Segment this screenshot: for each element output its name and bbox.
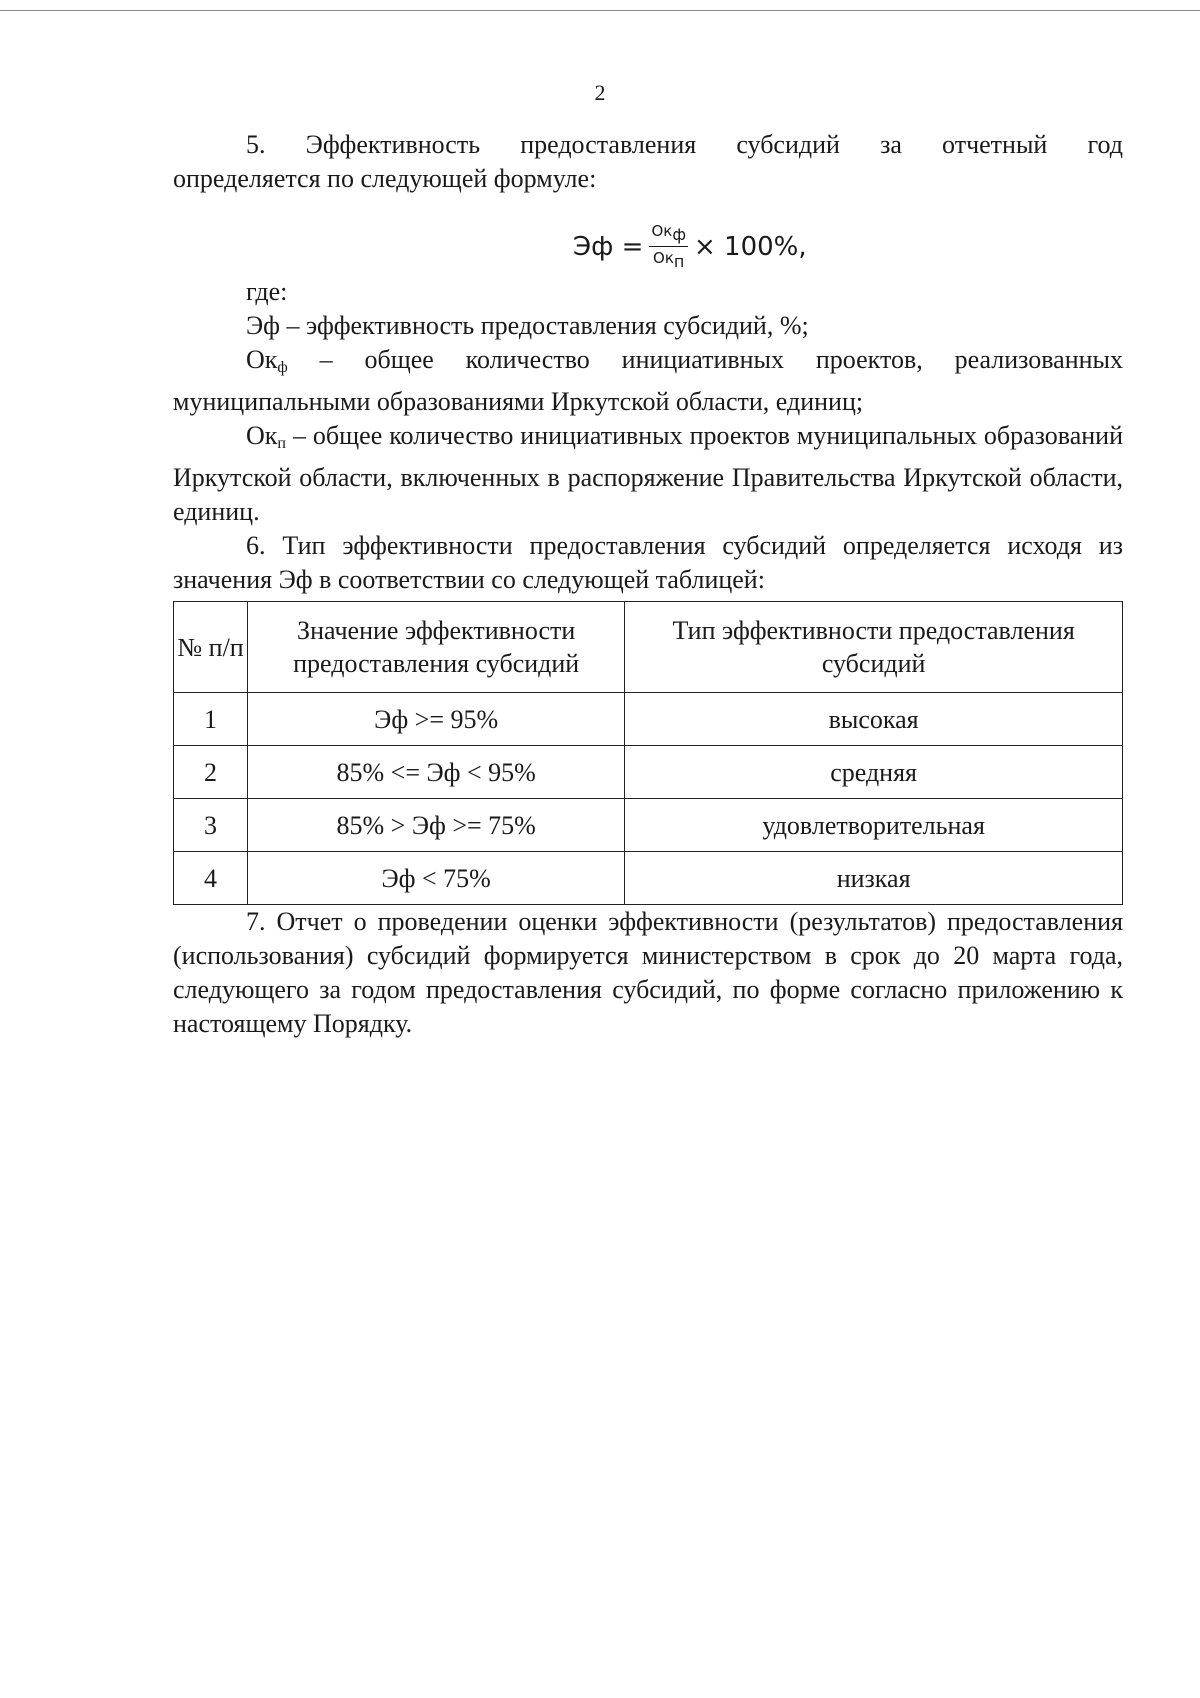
document-body — [173, 128, 1123, 1041]
formula-numerator: Окф — [649, 222, 688, 247]
formula-fraction — [649, 222, 688, 271]
definition-okp: $Ок_п$ – общее количество инициативных проектов муниципальных образований Иркутской области, включенных в распоряжение Правительства Иркутской области, единиц. — [173, 421, 1123, 526]
paragraph-7: 7. Отчет о проведении оценки эффективности (результатов) предоставления (использования) субсидий формируется министерством в срок до 20 марта года, следующего за годом предоставления субсидий, по форме согласно приложению к настоящему Порядку. — [173, 907, 1123, 1038]
scan-edge-line — [0, 10, 1200, 11]
header-type: Тип эффективности предоставления субсидий — [625, 602, 1123, 693]
cell-type: удовлетворительная — [625, 799, 1123, 852]
cell-value: 85% > Эф >= 75% — [248, 799, 625, 852]
header-number: № п/п — [174, 602, 248, 693]
cell-number: 3 — [174, 799, 248, 852]
formula-denominator: Окп — [653, 249, 685, 271]
cell-value: Эф < 75% — [248, 852, 625, 905]
table-row — [174, 693, 1123, 746]
table-header-row — [174, 602, 1123, 693]
cell-number: 2 — [174, 746, 248, 799]
cell-type: средняя — [625, 746, 1123, 799]
cell-number: 4 — [174, 852, 248, 905]
cell-number: 1 — [174, 693, 248, 746]
cell-value: Эф >= 95% — [248, 693, 625, 746]
paragraph-5-line-1: 5. Эффективность предоставления субсидий за отчетный год — [246, 130, 1123, 159]
formula-rhs: × 100%, — [694, 231, 807, 262]
table-row — [174, 852, 1123, 905]
definition-okf: $Ок_ф$ – общее количество инициативных проектов, реализованных муниципальными образованиями Иркутской области, единиц; — [173, 345, 1123, 416]
table-row — [174, 746, 1123, 799]
paragraph-6: 6. Тип эффективности предоставления субсидий определяется исходя из значения Эф в соответствии со следующей таблицей: — [173, 531, 1123, 594]
efficiency-table — [173, 601, 1123, 905]
page-number: 2 — [594, 80, 606, 105]
cell-value: 85% <= Эф < 95% — [248, 746, 625, 799]
paragraph-5-line-2: определяется по следующей формуле: — [173, 164, 597, 193]
definition-ef: Эф – эффективность предоставления субсидий, %; — [246, 311, 809, 340]
definitions — [173, 275, 1123, 597]
where-label: где: — [246, 277, 288, 306]
header-value: Значение эффективности предоставления субсидий — [248, 602, 625, 693]
table-row — [174, 799, 1123, 852]
efficiency-formula — [173, 222, 1123, 271]
cell-type: высокая — [625, 693, 1123, 746]
cell-type: низкая — [625, 852, 1123, 905]
formula-lhs: Эф = — [573, 231, 644, 262]
